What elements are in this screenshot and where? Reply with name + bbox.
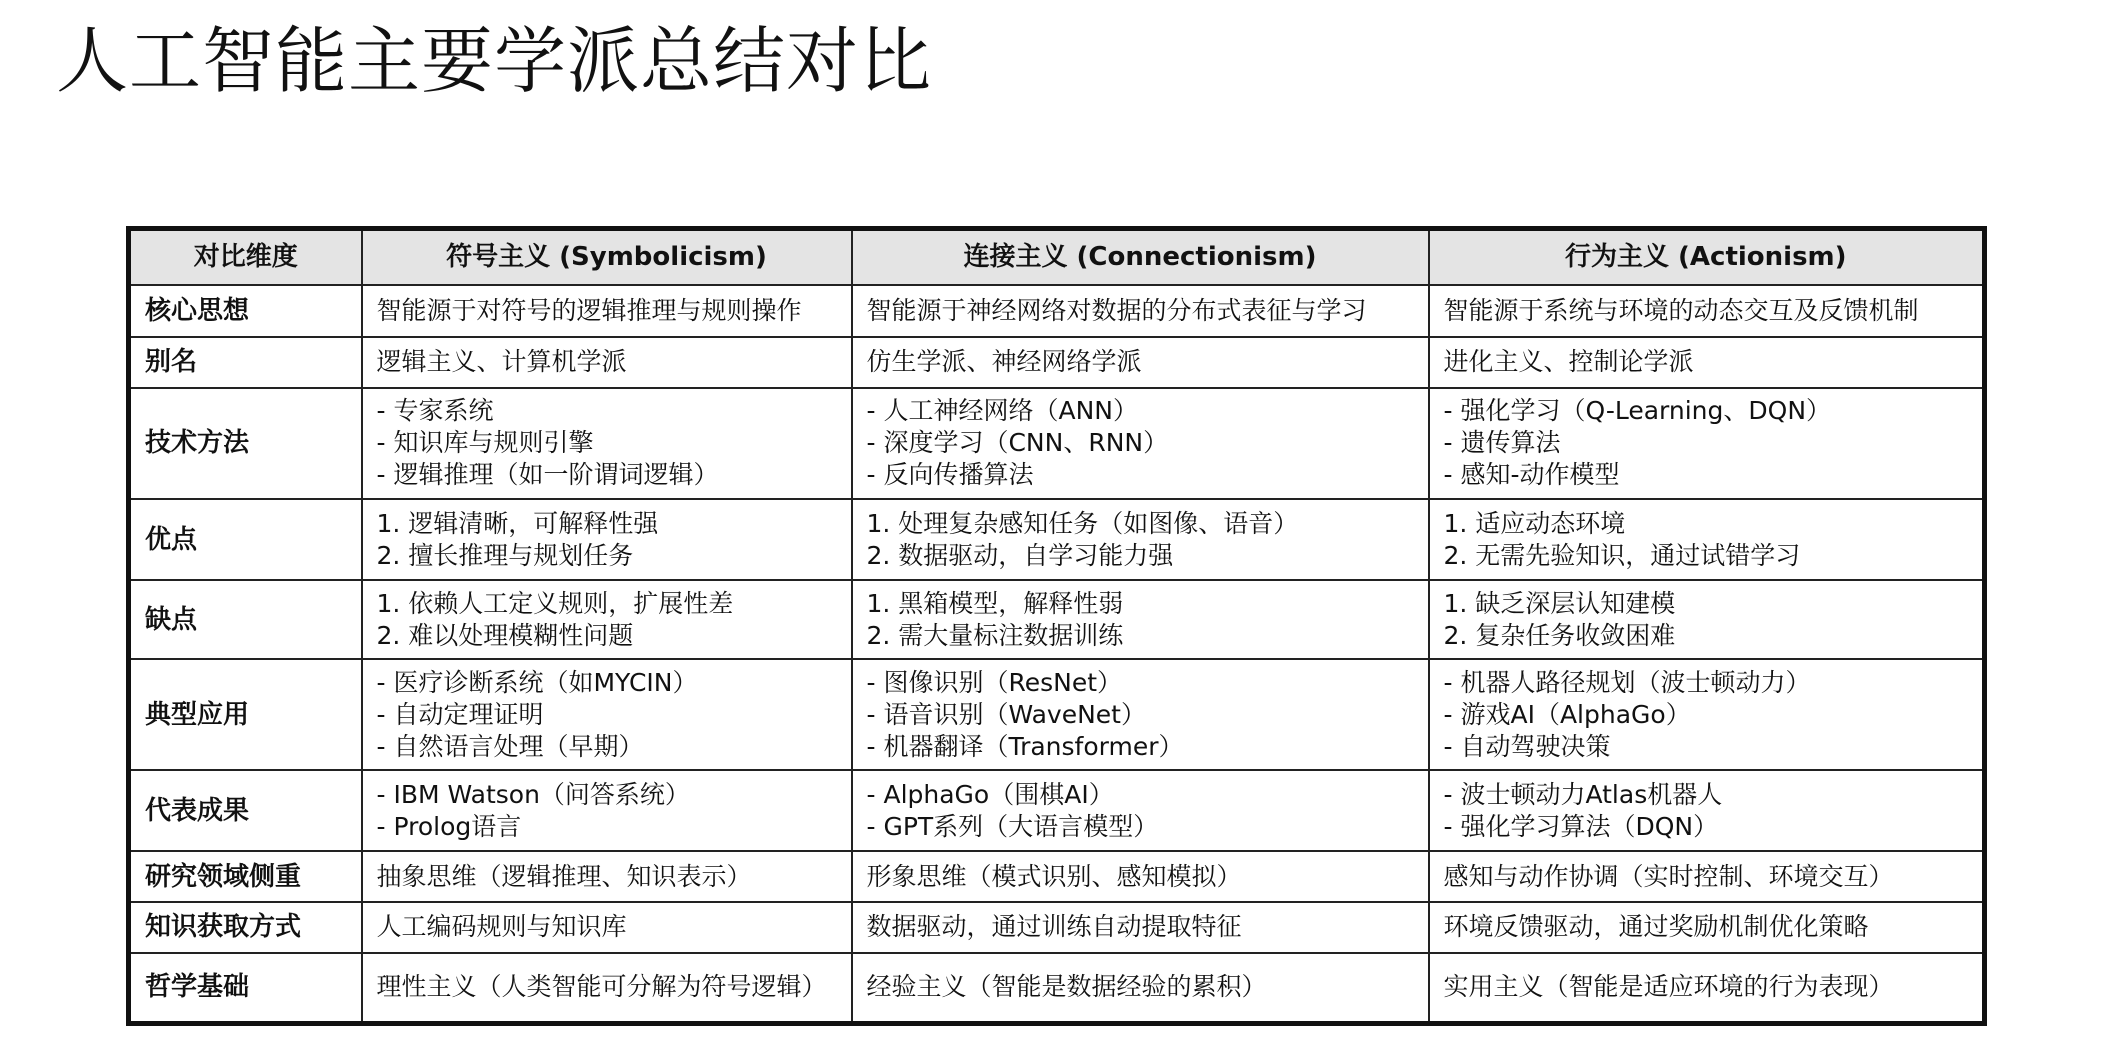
cell-text-line: 经验主义（智能是数据经验的累积）	[866, 972, 1267, 1002]
header-symbolicism: 符号主义 (Symbolicism)	[362, 229, 852, 285]
cell-text-line: - IBM Watson（问答系统）	[376, 779, 690, 809]
row-dimension-label: 知识获取方式	[129, 902, 362, 953]
cell-text-line: 数据驱动，通过训练自动提取特征	[866, 912, 1242, 942]
row-dimension-label: 研究领域侧重	[129, 851, 362, 902]
header-dimension: 对比维度	[129, 229, 362, 285]
cell-text-line: 逻辑主义、计算机学派	[376, 347, 627, 377]
cell-connectionism	[852, 902, 1429, 953]
comparison-table	[126, 226, 1987, 1026]
cell-text-line: 2. 复杂任务收敛困难	[1443, 620, 1676, 650]
cell-actionism	[1429, 659, 1985, 770]
cell-connectionism	[852, 580, 1429, 659]
cell-text-line: 抽象思维（逻辑推理、知识表示）	[376, 861, 752, 891]
cell-connectionism	[852, 285, 1429, 338]
cell-symbolicism	[362, 337, 852, 388]
cell-text-line: 人工编码规则与知识库	[376, 912, 627, 942]
cell-symbolicism	[362, 770, 852, 851]
table-body	[129, 285, 1985, 1024]
cell-text-line: - 机器翻译（Transformer）	[866, 731, 1184, 761]
cell-text-line: - 人工神经网络（ANN）	[866, 396, 1138, 426]
table-header-row	[129, 229, 1985, 285]
cell-text-line: - 图像识别（ResNet）	[866, 667, 1123, 697]
cell-text-line: 1. 处理复杂感知任务（如图像、语音）	[866, 508, 1299, 538]
table-row	[129, 851, 1985, 902]
cell-connectionism	[852, 499, 1429, 580]
cell-text-line: - 自动定理证明	[376, 699, 544, 729]
cell-text-line: 2. 难以处理模糊性问题	[376, 620, 634, 650]
cell-text-line: 感知与动作协调（实时控制、环境交互）	[1443, 861, 1894, 891]
table-row	[129, 388, 1985, 499]
header-connectionism: 连接主义 (Connectionism)	[852, 229, 1429, 285]
cell-actionism	[1429, 337, 1985, 388]
cell-text-line: 1. 逻辑清晰，可解释性强	[376, 508, 659, 538]
header-actionism: 行为主义 (Actionism)	[1429, 229, 1985, 285]
cell-text-line: - 医疗诊断系统（如MYCIN）	[376, 667, 698, 697]
cell-connectionism	[852, 770, 1429, 851]
cell-connectionism	[852, 388, 1429, 499]
table-row	[129, 337, 1985, 388]
cell-text-line: - 自动驾驶决策	[1443, 731, 1611, 761]
cell-text-line: - 感知-动作模型	[1443, 460, 1620, 490]
cell-connectionism	[852, 337, 1429, 388]
cell-text-line: 2. 擅长推理与规划任务	[376, 540, 634, 570]
row-dimension-label: 哲学基础	[129, 953, 362, 1024]
cell-text-line: - Prolog语言	[376, 811, 522, 841]
cell-symbolicism	[362, 851, 852, 902]
cell-text-line: 智能源于系统与环境的动态交互及反馈机制	[1443, 295, 1919, 325]
cell-actionism	[1429, 580, 1985, 659]
cell-actionism	[1429, 285, 1985, 338]
cell-text-line: - 强化学习算法（DQN）	[1443, 811, 1719, 841]
cell-connectionism	[852, 851, 1429, 902]
table-row	[129, 285, 1985, 338]
cell-connectionism	[852, 659, 1429, 770]
comparison-table-container	[126, 226, 1982, 1026]
cell-text-line: - AlphaGo（围棋AI）	[866, 779, 1114, 809]
cell-text-line: - 语音识别（WaveNet）	[866, 699, 1146, 729]
cell-symbolicism	[362, 953, 852, 1024]
cell-text-line: 环境反馈驱动，通过奖励机制优化策略	[1443, 912, 1869, 942]
cell-text-line: 2. 数据驱动，自学习能力强	[866, 540, 1174, 570]
cell-symbolicism	[362, 580, 852, 659]
cell-text-line: - 波士顿动力Atlas机器人	[1443, 779, 1723, 809]
cell-text-line: 实用主义（智能是适应环境的行为表现）	[1443, 972, 1894, 1002]
cell-actionism	[1429, 851, 1985, 902]
cell-text-line: 智能源于神经网络对数据的分布式表征与学习	[866, 295, 1367, 325]
cell-text-line: 2. 无需先验知识，通过试错学习	[1443, 540, 1801, 570]
cell-symbolicism	[362, 388, 852, 499]
row-dimension-label: 典型应用	[129, 659, 362, 770]
cell-text-line: 智能源于对符号的逻辑推理与规则操作	[376, 295, 802, 325]
cell-text-line: 1. 黑箱模型，解释性弱	[866, 588, 1124, 618]
row-dimension-label: 优点	[129, 499, 362, 580]
cell-text-line: 1. 缺乏深层认知建模	[1443, 588, 1676, 618]
row-dimension-label: 技术方法	[129, 388, 362, 499]
cell-actionism	[1429, 770, 1985, 851]
table-row	[129, 659, 1985, 770]
cell-text-line: 形象思维（模式识别、感知模拟）	[866, 861, 1242, 891]
cell-symbolicism	[362, 659, 852, 770]
row-dimension-label: 核心思想	[129, 285, 362, 338]
table-row	[129, 902, 1985, 953]
cell-text-line: - 深度学习（CNN、RNN）	[866, 428, 1169, 458]
cell-text-line: 仿生学派、神经网络学派	[866, 347, 1142, 377]
cell-text-line: - GPT系列（大语言模型）	[866, 811, 1159, 841]
cell-text-line: - 自然语言处理（早期）	[376, 731, 644, 761]
table-row	[129, 580, 1985, 659]
cell-text-line: - 反向传播算法	[866, 460, 1034, 490]
cell-symbolicism	[362, 902, 852, 953]
cell-text-line: 2. 需大量标注数据训练	[866, 620, 1124, 650]
cell-actionism	[1429, 388, 1985, 499]
table-row	[129, 953, 1985, 1024]
cell-text-line: - 机器人路径规划（波士顿动力）	[1443, 667, 1811, 697]
table-row	[129, 499, 1985, 580]
cell-text-line: 理性主义（人类智能可分解为符号逻辑）	[376, 972, 827, 1002]
cell-text-line: 进化主义、控制论学派	[1443, 347, 1694, 377]
cell-symbolicism	[362, 285, 852, 338]
row-dimension-label: 缺点	[129, 580, 362, 659]
cell-actionism	[1429, 499, 1985, 580]
page-title: 人工智能主要学派总结对比	[56, 19, 933, 103]
cell-symbolicism	[362, 499, 852, 580]
row-dimension-label: 代表成果	[129, 770, 362, 851]
cell-text-line: 1. 适应动态环境	[1443, 508, 1626, 538]
cell-actionism	[1429, 953, 1985, 1024]
cell-text-line: - 强化学习（Q-Learning、DQN）	[1443, 396, 1832, 426]
row-dimension-label: 别名	[129, 337, 362, 388]
cell-actionism	[1429, 902, 1985, 953]
cell-text-line: - 专家系统	[376, 396, 494, 426]
cell-text-line: - 遗传算法	[1443, 428, 1561, 458]
table-row	[129, 770, 1985, 851]
cell-text-line: - 知识库与规则引擎	[376, 428, 594, 458]
cell-text-line: - 游戏AI（AlphaGo）	[1443, 699, 1691, 729]
cell-text-line: - 逻辑推理（如一阶谓词逻辑）	[376, 460, 719, 490]
cell-text-line: 1. 依赖人工定义规则，扩展性差	[376, 588, 734, 618]
cell-connectionism	[852, 953, 1429, 1024]
